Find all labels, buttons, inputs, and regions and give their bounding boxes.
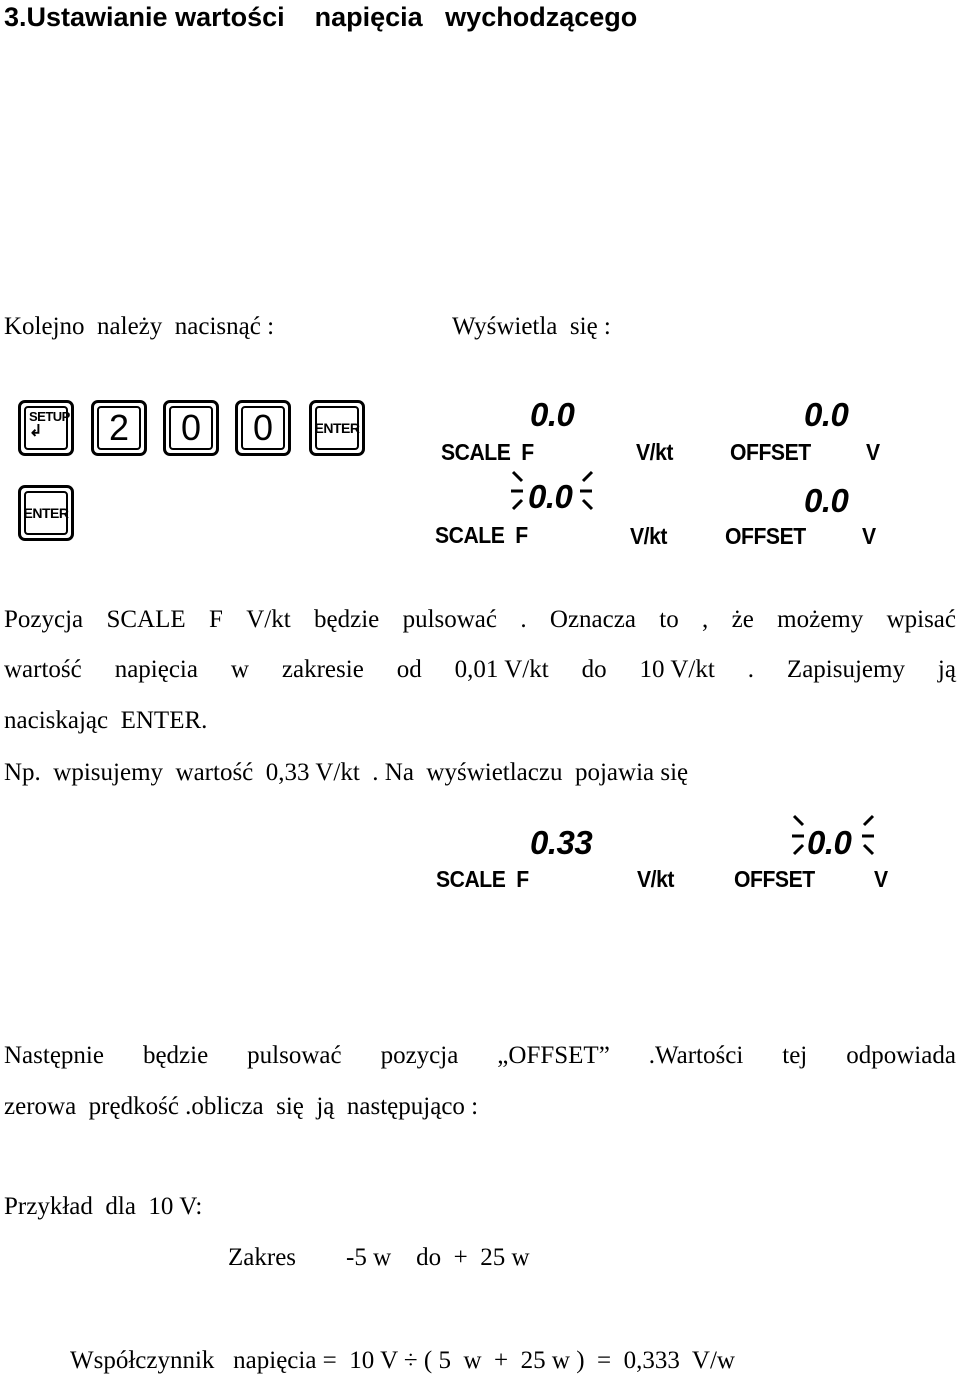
- para1-word: .: [520, 606, 527, 633]
- para1-word: SCALE: [106, 606, 186, 633]
- display2-offset-value: 0.0: [804, 482, 849, 519]
- para1-line2: [4, 657, 956, 682]
- section-title: 3.Ustawianie wartości napięcia wychodzącego: [4, 2, 638, 32]
- para1-word: napięcia: [114, 656, 198, 683]
- display2-offset-unit: V: [862, 523, 876, 549]
- para1-line1: [4, 607, 956, 632]
- para1-word: 10 V/kt: [639, 656, 715, 683]
- digit-key-2[interactable]: [91, 400, 147, 456]
- setup-key-sub: ↲: [29, 423, 43, 440]
- display3-scale-label: SCALE F: [436, 866, 529, 892]
- display2-scale-unit: V/kt: [630, 523, 667, 549]
- para1-word: Pozycja: [4, 606, 84, 633]
- para2-word: „OFFSET”: [497, 1042, 610, 1069]
- para2-word: będzie: [142, 1042, 209, 1069]
- para2-line1: [4, 1043, 956, 1068]
- para1-word: to: [659, 606, 679, 633]
- para1-line3: naciskając ENTER.: [4, 707, 208, 734]
- para2-word: odpowiada: [846, 1042, 956, 1069]
- example-heading: Przykład dla 10 V:: [4, 1193, 203, 1220]
- display1-scale-value: 0.0: [530, 396, 575, 433]
- digit-key-0-second[interactable]: [235, 400, 291, 456]
- para1-word: możemy: [777, 606, 864, 633]
- display3-offset-label: OFFSET: [734, 866, 815, 892]
- enter-key-first-label: ENTER: [314, 420, 360, 436]
- example-range: Zakres -5 w do + 25 w: [228, 1244, 530, 1271]
- para2-word: tej: [782, 1042, 808, 1069]
- enter-key-second[interactable]: [18, 485, 74, 541]
- para2-word: .Wartości: [648, 1042, 744, 1069]
- para1-word: wartość: [4, 656, 82, 683]
- setup-key[interactable]: [18, 400, 74, 456]
- display3-scale-unit: V/kt: [637, 866, 674, 892]
- para1-line4: Np. wpisujemy wartość 0,33 V/kt . Na wyświetlaczu pojawia się: [4, 759, 689, 786]
- display2-offset-label: OFFSET: [725, 523, 806, 549]
- display3-scale-value: 0.33: [530, 824, 593, 861]
- display1-offset-value: 0.0: [804, 396, 849, 433]
- display1-scale-label: SCALE F: [441, 439, 534, 465]
- enter-key-second-label: ENTER: [23, 505, 69, 521]
- enter-key-first[interactable]: [309, 400, 365, 456]
- para2-word: pulsować: [247, 1042, 342, 1069]
- para1-word: .: [747, 656, 754, 683]
- display1-offset-label: OFFSET: [730, 439, 811, 465]
- para2-word: pozycja: [380, 1042, 459, 1069]
- para1-word: F: [208, 606, 223, 633]
- para1-word: pulsować: [402, 606, 497, 633]
- display-column-heading: Wyświetla się :: [452, 313, 611, 340]
- digit-key-0-second-label: 0: [252, 407, 274, 448]
- display3-blink-marks: [0, 0, 1, 1]
- para2-line2: zerowa prędkość .oblicza się ją następująco :: [4, 1093, 479, 1120]
- para1-word: że: [731, 606, 754, 633]
- digit-key-0-first-label: 0: [180, 407, 202, 448]
- display1-offset-unit: V: [866, 439, 880, 465]
- para1-word: V/kt: [246, 606, 291, 633]
- display3-offset-unit: V: [874, 866, 888, 892]
- display3-offset-value: 0.0: [807, 824, 852, 861]
- para1-word: Oznacza: [549, 606, 636, 633]
- para1-word: od: [396, 656, 422, 683]
- para1-word: ją: [937, 656, 956, 683]
- display1-scale-unit: V/kt: [636, 439, 673, 465]
- para1-word: Zapisujemy: [786, 656, 905, 683]
- digit-key-0-first[interactable]: [163, 400, 219, 456]
- digit-key-2-label: 2: [108, 407, 130, 448]
- para1-word: ,: [702, 606, 709, 633]
- para1-word: zakresie: [281, 656, 364, 683]
- para1-word: 0,01 V/kt: [454, 656, 549, 683]
- setup-key-label: SETUP: [29, 409, 70, 424]
- para1-word: wpisać: [886, 606, 956, 633]
- display2-scale-value: 0.0: [528, 478, 573, 515]
- para1-word: do: [581, 656, 607, 683]
- para1-word: w: [230, 656, 249, 683]
- example-formula: Współczynnik napięcia = 10 V ÷ ( 5 w + 25 w ) = 0,333 V/w: [70, 1347, 735, 1374]
- keys-column-heading: Kolejno należy nacisnąć :: [4, 313, 275, 340]
- display2-scale-label: SCALE F: [435, 522, 528, 548]
- para2-word: Następnie: [4, 1042, 104, 1069]
- para1-word: będzie: [314, 606, 380, 633]
